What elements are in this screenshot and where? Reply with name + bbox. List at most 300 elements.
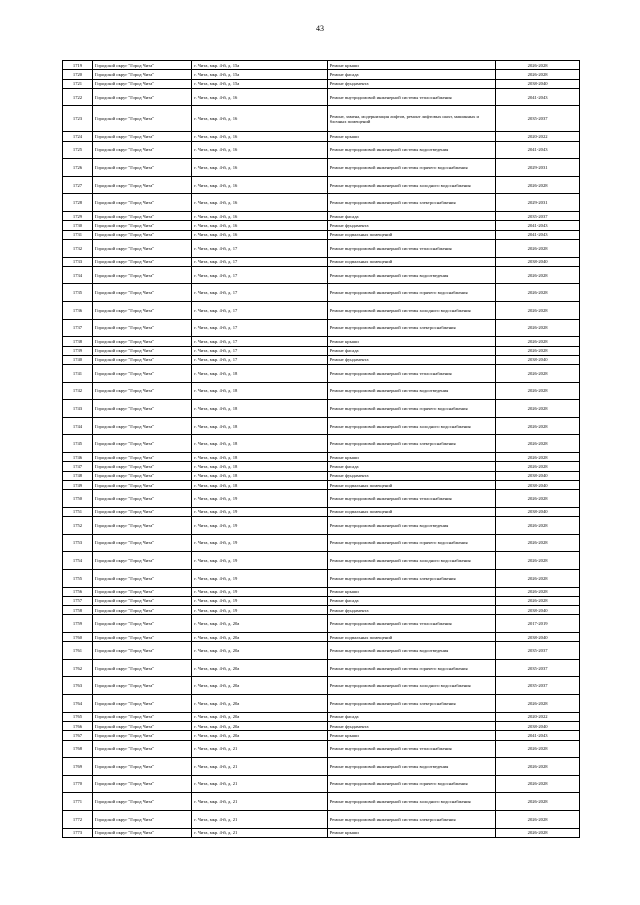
- work-type-cell: Ремонт внутридомовой инженерной системы холодного водоснабжения: [327, 302, 496, 320]
- row-number-cell: 1737: [63, 319, 93, 337]
- table-row: [63, 633, 580, 642]
- period-cell: 2026-2028: [496, 453, 580, 462]
- table-row: [63, 810, 580, 828]
- table-row: [63, 507, 580, 516]
- period-cell: 2026-2028: [496, 775, 580, 793]
- table-row: [63, 596, 580, 605]
- municipality-cell: Городской округ "Город Чита": [92, 453, 191, 462]
- table-row: [63, 319, 580, 337]
- address-cell: г. Чита, мкр. 4-й, д. 16: [192, 176, 327, 194]
- address-cell: г. Чита, мкр. 4-й, д. 16: [192, 221, 327, 230]
- work-type-cell: Ремонт подвальных помещений: [327, 633, 496, 642]
- address-cell: г. Чита, мкр. 4-й, д. 16: [192, 212, 327, 221]
- table-row: [63, 230, 580, 239]
- row-number-cell: 1733: [63, 257, 93, 266]
- row-number-cell: 1738: [63, 337, 93, 346]
- address-cell: г. Чита, мкр. 4-й, д. 16: [192, 194, 327, 212]
- table-row: [63, 775, 580, 793]
- municipality-cell: Городской округ "Город Чита": [92, 659, 191, 677]
- period-cell: 2038-2040: [496, 606, 580, 615]
- period-cell: 2026-2028: [496, 266, 580, 284]
- address-cell: г. Чита, мкр. 4-й, д. 18: [192, 462, 327, 471]
- row-number-cell: 1740: [63, 355, 93, 364]
- municipality-cell: Городской округ "Город Чита": [92, 462, 191, 471]
- address-cell: г. Чита, мкр. 4-й, д. 17: [192, 319, 327, 337]
- row-number-cell: 1766: [63, 721, 93, 730]
- row-number-cell: 1756: [63, 587, 93, 596]
- row-number-cell: 1751: [63, 507, 93, 516]
- table-row: [63, 534, 580, 552]
- period-cell: 2026-2028: [496, 569, 580, 587]
- municipality-cell: Городской округ "Город Чита": [92, 400, 191, 418]
- row-number-cell: 1772: [63, 810, 93, 828]
- address-cell: г. Чита, мкр. 4-й, д. 21: [192, 740, 327, 758]
- period-cell: 2026-2028: [496, 284, 580, 302]
- work-type-cell: Ремонт внутридомовой инженерной системы теплоснабжения: [327, 740, 496, 758]
- table-row: [63, 346, 580, 355]
- address-cell: г. Чита, мкр. 4-й, д. 21: [192, 810, 327, 828]
- period-cell: 2026-2028: [496, 319, 580, 337]
- row-number-cell: 1758: [63, 606, 93, 615]
- address-cell: г. Чита, мкр. 4-й, д. 19: [192, 490, 327, 508]
- work-type-cell: Ремонт внутридомовой инженерной системы водоотведения: [327, 382, 496, 400]
- work-type-cell: Ремонт фасада: [327, 712, 496, 721]
- row-number-cell: 1762: [63, 659, 93, 677]
- work-type-cell: Ремонт внутридомовой инженерной системы электроснабжения: [327, 569, 496, 587]
- row-number-cell: 1729: [63, 212, 93, 221]
- table-row: [63, 740, 580, 758]
- period-cell: 2035-2037: [496, 677, 580, 695]
- work-type-cell: Ремонт крыши: [327, 587, 496, 596]
- municipality-cell: Городской округ "Город Чита": [92, 695, 191, 713]
- work-type-cell: Ремонт фасада: [327, 596, 496, 605]
- table-row: [63, 194, 580, 212]
- row-number-cell: 1730: [63, 221, 93, 230]
- work-type-cell: Ремонт фасада: [327, 346, 496, 355]
- municipality-cell: Городской округ "Город Чита": [92, 810, 191, 828]
- address-cell: г. Чита, мкр. 4-й, д. 20а: [192, 721, 327, 730]
- address-cell: г. Чита, мкр. 4-й, д. 18: [192, 400, 327, 418]
- period-cell: 2038-2040: [496, 257, 580, 266]
- period-cell: 2026-2028: [496, 552, 580, 570]
- municipality-cell: Городской округ "Город Чита": [92, 88, 191, 106]
- period-cell: 2038-2040: [496, 79, 580, 88]
- municipality-cell: Городской округ "Город Чита": [92, 758, 191, 776]
- period-cell: 2038-2040: [496, 633, 580, 642]
- work-type-cell: Ремонт внутридомовой инженерной системы теплоснабжения: [327, 88, 496, 106]
- table-row: [63, 721, 580, 730]
- table-body: [63, 61, 580, 838]
- period-cell: 2038-2040: [496, 471, 580, 480]
- municipality-cell: Городской округ "Город Чита": [92, 194, 191, 212]
- period-cell: 2026-2028: [496, 382, 580, 400]
- table-row: [63, 758, 580, 776]
- address-cell: г. Чита, мкр. 4-й, д. 18: [192, 435, 327, 453]
- table-row: [63, 435, 580, 453]
- repair-schedule-table: [62, 60, 580, 838]
- address-cell: г. Чита, мкр. 4-й, д. 20а: [192, 731, 327, 740]
- work-type-cell: Ремонт фундамента: [327, 221, 496, 230]
- address-cell: г. Чита, мкр. 4-й, д. 21: [192, 758, 327, 776]
- municipality-cell: Городской округ "Город Чита": [92, 534, 191, 552]
- municipality-cell: Городской округ "Город Чита": [92, 633, 191, 642]
- address-cell: г. Чита, мкр. 4-й, д. 19: [192, 534, 327, 552]
- row-number-cell: 1767: [63, 731, 93, 740]
- period-cell: 2026-2028: [496, 793, 580, 811]
- work-type-cell: Ремонт фасада: [327, 70, 496, 79]
- work-type-cell: Ремонт внутридомовой инженерной системы теплоснабжения: [327, 615, 496, 633]
- period-cell: 2026-2028: [496, 587, 580, 596]
- municipality-cell: Городской округ "Город Чита": [92, 731, 191, 740]
- municipality-cell: Городской округ "Город Чита": [92, 382, 191, 400]
- period-cell: 2026-2028: [496, 346, 580, 355]
- work-type-cell: Ремонт внутридомовой инженерной системы водоотведения: [327, 141, 496, 159]
- table-row: [63, 587, 580, 596]
- table-row: [63, 365, 580, 383]
- table-row: [63, 569, 580, 587]
- address-cell: г. Чита, мкр. 4-й, д. 20а: [192, 642, 327, 660]
- address-cell: г. Чита, мкр. 4-й, д. 20а: [192, 633, 327, 642]
- work-type-cell: Ремонт внутридомовой инженерной системы горячего водоснабжения: [327, 284, 496, 302]
- municipality-cell: Городской округ "Город Чита": [92, 106, 191, 132]
- municipality-cell: Городской округ "Город Чита": [92, 266, 191, 284]
- work-type-cell: Ремонт внутридомовой инженерной системы горячего водоснабжения: [327, 775, 496, 793]
- municipality-cell: Городской округ "Город Чита": [92, 141, 191, 159]
- municipality-cell: Городской округ "Город Чита": [92, 569, 191, 587]
- work-type-cell: Ремонт внутридомовой инженерной системы электроснабжения: [327, 695, 496, 713]
- municipality-cell: Городской округ "Город Чита": [92, 239, 191, 257]
- period-cell: 2026-2028: [496, 740, 580, 758]
- address-cell: г. Чита, мкр. 4-й, д. 16: [192, 141, 327, 159]
- row-number-cell: 1720: [63, 70, 93, 79]
- work-type-cell: Ремонт фундамента: [327, 606, 496, 615]
- municipality-cell: Городской округ "Город Чита": [92, 793, 191, 811]
- municipality-cell: Городской округ "Город Чита": [92, 740, 191, 758]
- row-number-cell: 1735: [63, 284, 93, 302]
- work-type-cell: Ремонт внутридомовой инженерной системы холодного водоснабжения: [327, 552, 496, 570]
- municipality-cell: Городской округ "Город Чита": [92, 615, 191, 633]
- period-cell: 2020-2022: [496, 132, 580, 141]
- period-cell: 2035-2037: [496, 642, 580, 660]
- work-type-cell: Ремонт внутридомовой инженерной системы горячего водоснабжения: [327, 534, 496, 552]
- table-row: [63, 382, 580, 400]
- municipality-cell: Городской округ "Город Чита": [92, 319, 191, 337]
- municipality-cell: Городской округ "Город Чита": [92, 507, 191, 516]
- row-number-cell: 1763: [63, 677, 93, 695]
- work-type-cell: Ремонт внутридомовой инженерной системы холодного водоснабжения: [327, 176, 496, 194]
- table-row: [63, 141, 580, 159]
- work-type-cell: Ремонт внутридомовой инженерной системы холодного водоснабжения: [327, 677, 496, 695]
- period-cell: 2026-2028: [496, 337, 580, 346]
- table-row: [63, 471, 580, 480]
- address-cell: г. Чита, мкр. 4-й, д. 19: [192, 517, 327, 535]
- period-cell: 2026-2028: [496, 490, 580, 508]
- address-cell: г. Чита, мкр. 4-й, д. 16: [192, 88, 327, 106]
- period-cell: 2026-2028: [496, 810, 580, 828]
- row-number-cell: 1760: [63, 633, 93, 642]
- address-cell: г. Чита, мкр. 4-й, д. 18: [192, 365, 327, 383]
- municipality-cell: Городской округ "Город Чита": [92, 775, 191, 793]
- work-type-cell: Ремонт внутридомовой инженерной системы водоотведения: [327, 517, 496, 535]
- row-number-cell: 1722: [63, 88, 93, 106]
- municipality-cell: Городской округ "Город Чита": [92, 176, 191, 194]
- work-type-cell: Ремонт фундамента: [327, 721, 496, 730]
- row-number-cell: 1761: [63, 642, 93, 660]
- address-cell: г. Чита, мкр. 4-й, д. 15а: [192, 61, 327, 70]
- period-cell: 2029-2031: [496, 194, 580, 212]
- table-row: [63, 355, 580, 364]
- period-cell: 2026-2028: [496, 695, 580, 713]
- municipality-cell: Городской округ "Город Чита": [92, 480, 191, 489]
- page-number: 43: [316, 24, 324, 33]
- work-type-cell: Ремонт внутридомовой инженерной системы электроснабжения: [327, 810, 496, 828]
- period-cell: 2026-2028: [496, 61, 580, 70]
- period-cell: 2035-2037: [496, 106, 580, 132]
- address-cell: г. Чита, мкр. 4-й, д. 16: [192, 159, 327, 177]
- period-cell: 2026-2028: [496, 176, 580, 194]
- municipality-cell: Городской округ "Город Чита": [92, 517, 191, 535]
- period-cell: 2038-2040: [496, 721, 580, 730]
- period-cell: 2041-2043: [496, 221, 580, 230]
- municipality-cell: Городской округ "Город Чита": [92, 159, 191, 177]
- table-row: [63, 615, 580, 633]
- row-number-cell: 1732: [63, 239, 93, 257]
- period-cell: 2038-2040: [496, 355, 580, 364]
- work-type-cell: Ремонт фундамента: [327, 79, 496, 88]
- address-cell: г. Чита, мкр. 4-й, д. 19: [192, 596, 327, 605]
- address-cell: г. Чита, мкр. 4-й, д. 19: [192, 606, 327, 615]
- address-cell: г. Чита, мкр. 4-й, д. 16: [192, 230, 327, 239]
- row-number-cell: 1745: [63, 435, 93, 453]
- row-number-cell: 1746: [63, 453, 93, 462]
- row-number-cell: 1719: [63, 61, 93, 70]
- row-number-cell: 1768: [63, 740, 93, 758]
- row-number-cell: 1727: [63, 176, 93, 194]
- row-number-cell: 1773: [63, 828, 93, 837]
- address-cell: г. Чита, мкр. 4-й, д. 20а: [192, 659, 327, 677]
- work-type-cell: Ремонт крыши: [327, 61, 496, 70]
- period-cell: 2026-2028: [496, 596, 580, 605]
- address-cell: г. Чита, мкр. 4-й, д. 20а: [192, 695, 327, 713]
- period-cell: 2026-2028: [496, 239, 580, 257]
- work-type-cell: Ремонт крыши: [327, 337, 496, 346]
- table-row: [63, 159, 580, 177]
- period-cell: 2035-2037: [496, 659, 580, 677]
- address-cell: г. Чита, мкр. 4-й, д. 17: [192, 302, 327, 320]
- municipality-cell: Городской округ "Город Чита": [92, 712, 191, 721]
- work-type-cell: Ремонт внутридомовой инженерной системы горячего водоснабжения: [327, 159, 496, 177]
- row-number-cell: 1749: [63, 480, 93, 489]
- table-row: [63, 400, 580, 418]
- table-row: [63, 552, 580, 570]
- address-cell: г. Чита, мкр. 4-й, д. 20а: [192, 677, 327, 695]
- row-number-cell: 1736: [63, 302, 93, 320]
- period-cell: 2038-2040: [496, 480, 580, 489]
- address-cell: г. Чита, мкр. 4-й, д. 20а: [192, 615, 327, 633]
- municipality-cell: Городской округ "Город Чита": [92, 606, 191, 615]
- table-row: [63, 462, 580, 471]
- municipality-cell: Городской округ "Город Чита": [92, 642, 191, 660]
- table-row: [63, 132, 580, 141]
- work-type-cell: Ремонт внутридомовой инженерной системы электроснабжения: [327, 194, 496, 212]
- work-type-cell: Ремонт внутридомовой инженерной системы холодного водоснабжения: [327, 417, 496, 435]
- row-number-cell: 1743: [63, 400, 93, 418]
- municipality-cell: Городской округ "Город Чита": [92, 828, 191, 837]
- municipality-cell: Городской округ "Город Чита": [92, 721, 191, 730]
- municipality-cell: Городской округ "Город Чита": [92, 552, 191, 570]
- period-cell: 2041-2043: [496, 731, 580, 740]
- row-number-cell: 1734: [63, 266, 93, 284]
- municipality-cell: Городской округ "Город Чита": [92, 212, 191, 221]
- municipality-cell: Городской округ "Город Чита": [92, 61, 191, 70]
- row-number-cell: 1725: [63, 141, 93, 159]
- address-cell: г. Чита, мкр. 4-й, д. 19: [192, 569, 327, 587]
- table-row: [63, 337, 580, 346]
- table-row: [63, 490, 580, 508]
- table-row: [63, 517, 580, 535]
- period-cell: 2026-2028: [496, 365, 580, 383]
- table-row: [63, 266, 580, 284]
- table-row: [63, 88, 580, 106]
- address-cell: г. Чита, мкр. 4-й, д. 21: [192, 828, 327, 837]
- work-type-cell: Ремонт фундамента: [327, 355, 496, 364]
- period-cell: 2026-2028: [496, 302, 580, 320]
- address-cell: г. Чита, мкр. 4-й, д. 17: [192, 266, 327, 284]
- municipality-cell: Городской округ "Город Чита": [92, 230, 191, 239]
- table-row: [63, 828, 580, 837]
- row-number-cell: 1754: [63, 552, 93, 570]
- work-type-cell: Ремонт внутридомовой инженерной системы теплоснабжения: [327, 365, 496, 383]
- table-row: [63, 221, 580, 230]
- municipality-cell: Городской округ "Город Чита": [92, 257, 191, 266]
- work-type-cell: Ремонт внутридомовой инженерной системы теплоснабжения: [327, 239, 496, 257]
- address-cell: г. Чита, мкр. 4-й, д. 17: [192, 239, 327, 257]
- period-cell: 2026-2028: [496, 517, 580, 535]
- municipality-cell: Городской округ "Город Чита": [92, 596, 191, 605]
- municipality-cell: Городской округ "Город Чита": [92, 284, 191, 302]
- row-number-cell: 1759: [63, 615, 93, 633]
- table-row: [63, 417, 580, 435]
- work-type-cell: Ремонт внутридомовой инженерной системы горячего водоснабжения: [327, 400, 496, 418]
- address-cell: г. Чита, мкр. 4-й, д. 15а: [192, 70, 327, 79]
- table-row: [63, 642, 580, 660]
- row-number-cell: 1769: [63, 758, 93, 776]
- address-cell: г. Чита, мкр. 4-й, д. 17: [192, 346, 327, 355]
- row-number-cell: 1744: [63, 417, 93, 435]
- row-number-cell: 1765: [63, 712, 93, 721]
- row-number-cell: 1742: [63, 382, 93, 400]
- table-row: [63, 793, 580, 811]
- row-number-cell: 1748: [63, 471, 93, 480]
- period-cell: 2041-2043: [496, 88, 580, 106]
- work-type-cell: Ремонт внутридомовой инженерной системы водоотведения: [327, 758, 496, 776]
- address-cell: г. Чита, мкр. 4-й, д. 17: [192, 284, 327, 302]
- period-cell: 2038-2040: [496, 507, 580, 516]
- work-type-cell: Ремонт внутридомовой инженерной системы электроснабжения: [327, 435, 496, 453]
- table-row: [63, 70, 580, 79]
- period-cell: 2041-2043: [496, 141, 580, 159]
- row-number-cell: 1771: [63, 793, 93, 811]
- row-number-cell: 1741: [63, 365, 93, 383]
- address-cell: г. Чита, мкр. 4-й, д. 21: [192, 793, 327, 811]
- address-cell: г. Чита, мкр. 4-й, д. 17: [192, 355, 327, 364]
- address-cell: г. Чита, мкр. 4-й, д. 18: [192, 480, 327, 489]
- period-cell: 2026-2028: [496, 828, 580, 837]
- municipality-cell: Городской округ "Город Чита": [92, 471, 191, 480]
- work-type-cell: Ремонт крыши: [327, 731, 496, 740]
- address-cell: г. Чита, мкр. 4-й, д. 19: [192, 587, 327, 596]
- municipality-cell: Городской округ "Город Чита": [92, 346, 191, 355]
- work-type-cell: Ремонт подвальных помещений: [327, 230, 496, 239]
- municipality-cell: Городской округ "Город Чита": [92, 337, 191, 346]
- work-type-cell: Ремонт подвальных помещений: [327, 480, 496, 489]
- table-row: [63, 79, 580, 88]
- municipality-cell: Городской округ "Город Чита": [92, 490, 191, 508]
- period-cell: 2026-2028: [496, 70, 580, 79]
- table-row: [63, 302, 580, 320]
- period-cell: 2026-2028: [496, 534, 580, 552]
- period-cell: 2041-2043: [496, 230, 580, 239]
- table-row: [63, 677, 580, 695]
- address-cell: г. Чита, мкр. 4-й, д. 18: [192, 471, 327, 480]
- work-type-cell: Ремонт внутридомовой инженерной системы водоотведения: [327, 642, 496, 660]
- address-cell: г. Чита, мкр. 4-й, д. 19: [192, 552, 327, 570]
- row-number-cell: 1752: [63, 517, 93, 535]
- period-cell: 2026-2028: [496, 758, 580, 776]
- period-cell: 2026-2028: [496, 417, 580, 435]
- row-number-cell: 1757: [63, 596, 93, 605]
- table-row: [63, 61, 580, 70]
- period-cell: 2020-2022: [496, 712, 580, 721]
- work-type-cell: Ремонт внутридомовой инженерной системы холодного водоснабжения: [327, 793, 496, 811]
- table-row: [63, 212, 580, 221]
- address-cell: г. Чита, мкр. 4-й, д. 17: [192, 257, 327, 266]
- address-cell: г. Чита, мкр. 4-й, д. 20а: [192, 712, 327, 721]
- address-cell: г. Чита, мкр. 4-й, д. 16: [192, 106, 327, 132]
- municipality-cell: Городской округ "Город Чита": [92, 355, 191, 364]
- municipality-cell: Городской округ "Город Чита": [92, 417, 191, 435]
- table-row: [63, 695, 580, 713]
- address-cell: г. Чита, мкр. 4-й, д. 18: [192, 453, 327, 462]
- table-row: [63, 731, 580, 740]
- row-number-cell: 1764: [63, 695, 93, 713]
- table-row: [63, 480, 580, 489]
- address-cell: г. Чита, мкр. 4-й, д. 15а: [192, 79, 327, 88]
- period-cell: 2026-2028: [496, 462, 580, 471]
- row-number-cell: 1731: [63, 230, 93, 239]
- table-row: [63, 257, 580, 266]
- work-type-cell: Ремонт фундамента: [327, 471, 496, 480]
- address-cell: г. Чита, мкр. 4-й, д. 18: [192, 382, 327, 400]
- municipality-cell: Городской округ "Город Чита": [92, 587, 191, 596]
- table-row: [63, 239, 580, 257]
- work-type-cell: Ремонт крыши: [327, 132, 496, 141]
- work-type-cell: Ремонт внутридомовой инженерной системы теплоснабжения: [327, 490, 496, 508]
- work-type-cell: Ремонт крыши: [327, 453, 496, 462]
- period-cell: 2017-2019: [496, 615, 580, 633]
- work-type-cell: Ремонт подвальных помещений: [327, 257, 496, 266]
- municipality-cell: Городской округ "Город Чита": [92, 677, 191, 695]
- row-number-cell: 1753: [63, 534, 93, 552]
- address-cell: г. Чита, мкр. 4-й, д. 17: [192, 337, 327, 346]
- work-type-cell: Ремонт, замена, модернизация лифтов, ремонт лифтовых шахт, машинных и блочных помещений: [327, 106, 496, 132]
- period-cell: 2029-2031: [496, 159, 580, 177]
- row-number-cell: 1770: [63, 775, 93, 793]
- work-type-cell: Ремонт подвальных помещений: [327, 507, 496, 516]
- row-number-cell: 1723: [63, 106, 93, 132]
- period-cell: 2026-2028: [496, 400, 580, 418]
- municipality-cell: Городской округ "Город Чита": [92, 365, 191, 383]
